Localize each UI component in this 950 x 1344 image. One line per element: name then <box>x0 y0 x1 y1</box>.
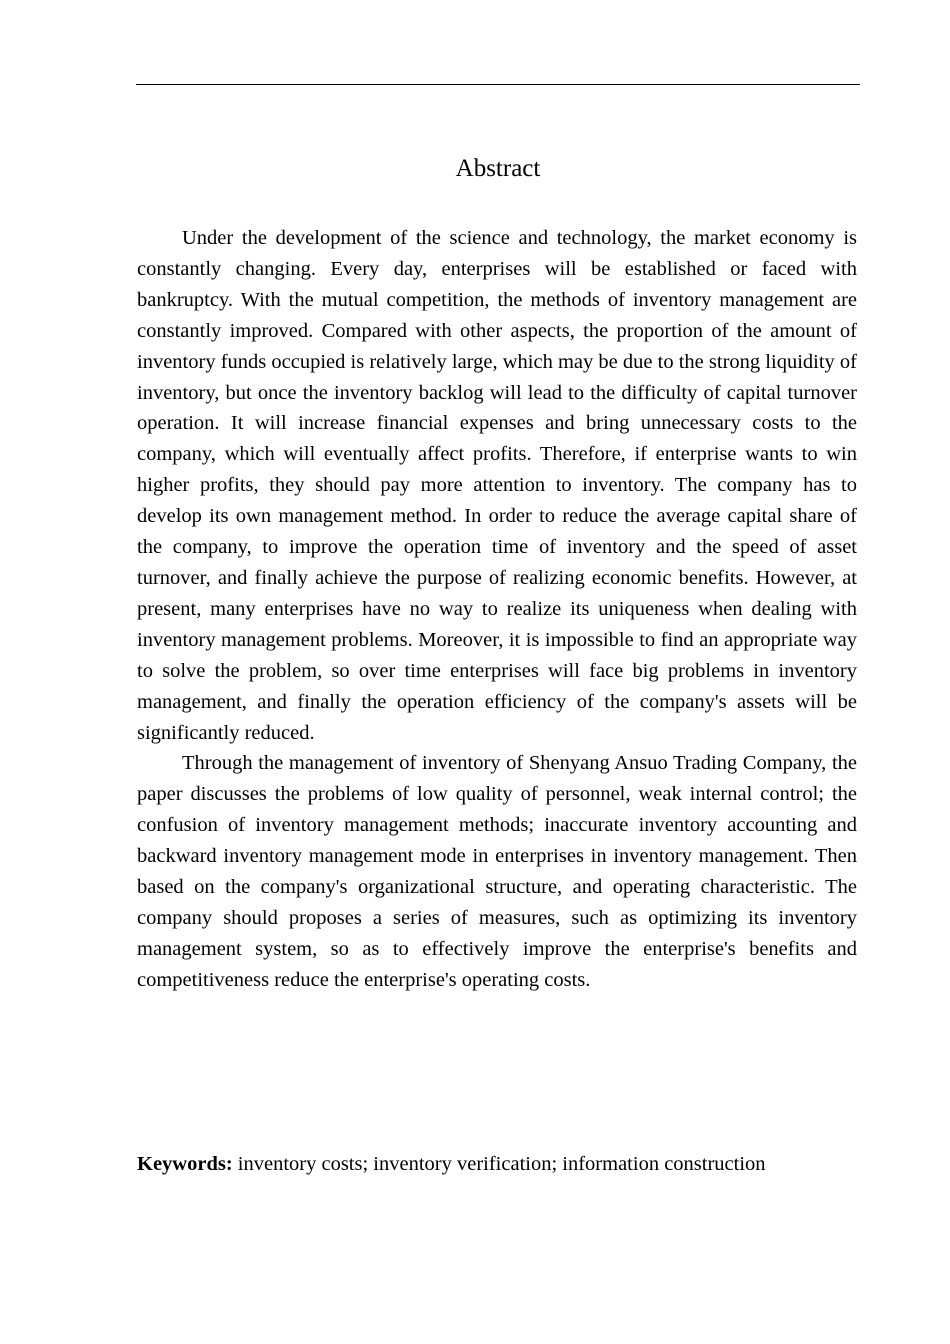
keywords-line <box>137 1149 857 1180</box>
header-rule <box>136 84 860 85</box>
keywords-value: inventory costs; inventory verification; information construction <box>232 1153 766 1175</box>
abstract-paragraph-1: Under the development of the science and technology, the market economy is constantly changing. Every day, enterprises will be established or faced with bankruptcy. With the mutual competition, the methods of inventory management are constantly improved. Compared with other aspects, the proportion of the amount of inventory funds occupied is relatively large, which may be due to the strong liquidity of inventory, but once the inventory backlog will lead to the difficulty of capital turnover operation. It will increase financial expenses and bring unnecessary costs to the company, which will eventually affect profits. Therefore, if enterprise wants to win higher profits, they should pay more attention to inventory. The company has to develop its own management method. In order to reduce the average capital share of the company, to improve the operation time of inventory and the speed of asset turnover, and finally achieve the purpose of realizing economic benefits. However, at present, many enterprises have no way to realize its uniqueness when dealing with inventory management problems. Moreover, it is impossible to find an appropriate way to solve the problem, so over time enterprises will face big problems in inventory management, and finally the operation efficiency of the company's assets will be significantly reduced. <box>137 227 857 744</box>
abstract-paragraph-2: Through the management of inventory of Shenyang Ansuo Trading Company, the paper discusses the problems of low quality of personnel, weak internal control; the confusion of inventory management methods; inaccurate inventory accounting and backward inventory management mode in enterprises in inventory management. Then based on the company's organizational structure, and operating characteristic. The company should proposes a series of measures, such as optimizing its inventory management system, so as to effectively improve the enterprise's benefits and competitiveness reduce the enterprise's operating costs. <box>137 752 857 991</box>
abstract-title: Abstract <box>455 155 541 182</box>
keywords-label: Keywords: <box>137 1153 233 1175</box>
abstract-body <box>137 223 857 996</box>
